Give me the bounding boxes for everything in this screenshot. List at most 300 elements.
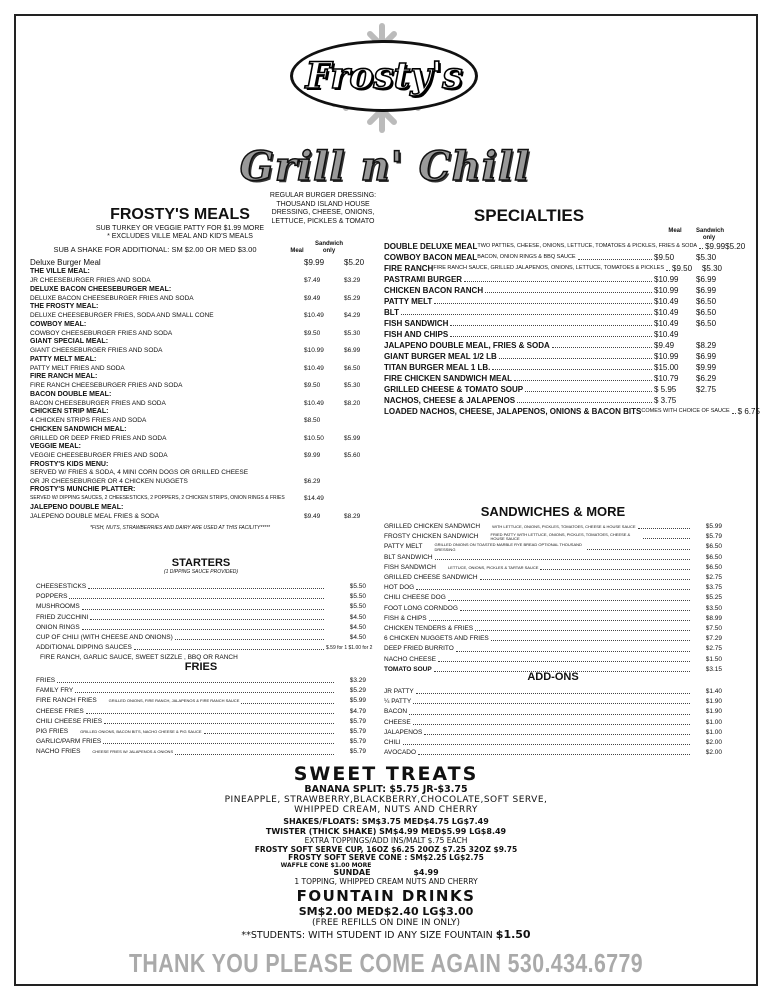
meal-price: $ 5.95 bbox=[654, 385, 677, 394]
sandwich-price: $4.29 bbox=[344, 312, 361, 319]
soft-serve-cone: FROSTY SOFT SERVE CONE : SM$2.25 LG$2.75 bbox=[288, 853, 484, 862]
meal-price: $9.99 bbox=[304, 258, 325, 267]
list-item bbox=[30, 391, 370, 409]
meals-note-1: SUB TURKEY OR VEGGIE PATTY FOR $1.99 MORE bbox=[95, 225, 265, 232]
dot-leader bbox=[175, 747, 334, 754]
meal-title: GIANT SPECIAL MEAL: bbox=[30, 338, 109, 345]
item-name-cell bbox=[384, 340, 654, 351]
dot-leader bbox=[401, 307, 652, 315]
list-item bbox=[384, 614, 722, 624]
dot-leader bbox=[409, 707, 690, 714]
meal-price: $8.50 bbox=[304, 417, 321, 424]
meal-price: $10.49 bbox=[654, 330, 679, 339]
item-price: $1.40 bbox=[705, 688, 722, 695]
dot-leader bbox=[69, 592, 324, 599]
meal-price: $9.49 bbox=[304, 512, 321, 520]
item-price: $6.50 bbox=[705, 563, 722, 571]
item-name: TITAN BURGER MEAL 1 LB. bbox=[384, 363, 491, 372]
flavors-line-1: PINEAPPLE, STRAWBERRY,BLACKBERRY,CHOCOLATE,SOFT SERVE, bbox=[224, 795, 548, 805]
list-item bbox=[30, 373, 370, 391]
item-name-cell bbox=[384, 604, 692, 614]
item-name: PASTRAMI BURGER bbox=[384, 275, 463, 284]
item-price: $2.75 bbox=[705, 645, 722, 653]
item-price: $2.75 bbox=[705, 574, 722, 582]
list-item bbox=[384, 318, 722, 329]
item-name-cell bbox=[384, 738, 692, 748]
item-name: CHICKEN BACON RANCH bbox=[384, 286, 484, 295]
list-item bbox=[384, 553, 722, 563]
dot-leader bbox=[552, 340, 652, 348]
list-item bbox=[36, 582, 366, 592]
item-price: $4.50 bbox=[349, 623, 366, 631]
item-name-cell bbox=[384, 624, 692, 634]
item-name-cell bbox=[36, 737, 336, 747]
item-price: $5.79 bbox=[705, 533, 722, 541]
list-item bbox=[36, 686, 366, 696]
meal-desc: BACON CHEESEBURGER FRIES AND SODA bbox=[30, 399, 166, 407]
list-item bbox=[36, 707, 366, 717]
list-item bbox=[384, 593, 722, 603]
meal-row bbox=[30, 329, 370, 339]
sandwich-price: $3.29 bbox=[344, 277, 361, 284]
item-price: $5.50 bbox=[349, 593, 366, 601]
item-name: FISH SANDWICH bbox=[384, 319, 449, 328]
meal-price: $9.49 bbox=[654, 341, 675, 350]
item-name: GRILLED CHICKEN SANDWICH bbox=[384, 523, 481, 530]
dot-leader bbox=[460, 604, 690, 611]
dot-leader bbox=[517, 395, 652, 403]
waffle-cone: WAFFLE CONE $1.00 MORE bbox=[280, 861, 372, 869]
meal-title: PATTY MELT MEAL: bbox=[30, 355, 97, 363]
list-item bbox=[384, 522, 722, 532]
item-name: JALAPENOS bbox=[384, 728, 423, 736]
list-item bbox=[36, 747, 366, 757]
sandwich-price: $6.99 bbox=[696, 286, 717, 295]
meal-title: CHICKEN SANDWICH MEAL: bbox=[30, 425, 127, 433]
jalepeno-meal bbox=[30, 504, 370, 522]
allergy-note: *FISH, NUTS, STRAWBERRIES AND DAIRY ARE USED AT THIS FACILITY***** bbox=[89, 525, 271, 531]
meal-price: $9.99 bbox=[304, 452, 321, 459]
frostys-logo bbox=[290, 40, 478, 112]
addons-list bbox=[384, 687, 722, 758]
sweet-title: SWEET TREATS bbox=[293, 763, 479, 785]
list-item bbox=[384, 532, 722, 542]
jalepeno-row bbox=[30, 512, 370, 522]
item-name-cell bbox=[384, 707, 692, 717]
munchie-desc: SERVED W/ DIPPING SAUCES, 2 CHEESESTICKS, 2 POPPERS, 2 CHICKEN STRIPS, ONION RINGS & FRIES bbox=[30, 495, 285, 501]
dot-leader bbox=[732, 406, 736, 414]
sandwich-price: $6.99 bbox=[696, 275, 717, 284]
sweet-treats-section bbox=[100, 764, 672, 942]
meal-title: THE FROSTY MEAL: bbox=[30, 303, 99, 310]
sandwich-price: $8.29 bbox=[696, 341, 717, 350]
dot-leader bbox=[82, 602, 324, 609]
thank-you-footer: THANK YOU PLEASE COME AGAIN 530.434.6779 bbox=[128, 948, 644, 978]
dot-leader bbox=[643, 532, 691, 539]
item-note: GRILLED ONIONS ON TOASTED MARBLE RYE BREAD OPTIONAL THOUSAND DRESSING bbox=[434, 542, 582, 552]
sandwich-price: $9.99 bbox=[696, 363, 717, 372]
dot-leader bbox=[418, 748, 690, 755]
meal-price: $10.99 bbox=[304, 347, 324, 354]
meal-price: $7.49 bbox=[304, 277, 321, 284]
dot-leader bbox=[403, 738, 690, 745]
dot-leader bbox=[540, 563, 690, 570]
item-name: BLT bbox=[384, 308, 399, 317]
item-price: $1.00 bbox=[705, 718, 722, 726]
dot-leader bbox=[88, 582, 324, 589]
meals-list bbox=[30, 257, 370, 532]
dot-leader bbox=[416, 687, 690, 694]
item-name: FIRE RANCH bbox=[384, 264, 434, 273]
dot-leader bbox=[492, 362, 652, 370]
munchie-title: FROSTY'S MUNCHIE PLATTER: bbox=[30, 486, 136, 493]
list-item bbox=[384, 274, 722, 285]
item-price: $8.99 bbox=[705, 614, 722, 622]
list-item bbox=[384, 241, 746, 252]
item-price: $6.50 bbox=[705, 543, 722, 551]
munchie-platter bbox=[30, 486, 370, 504]
list-item bbox=[36, 727, 366, 737]
list-item bbox=[36, 717, 366, 727]
item-name: FRIES bbox=[36, 677, 56, 684]
dot-leader bbox=[438, 655, 690, 662]
item-name: DOUBLE DELUXE MEAL bbox=[384, 242, 478, 251]
meal-row bbox=[30, 294, 370, 304]
meal-price: $10.99 bbox=[654, 275, 679, 284]
list-item bbox=[30, 321, 370, 339]
item-name: CHILI bbox=[384, 739, 401, 747]
sundae-desc: 1 TOPPING, WHIPPED CREAM NUTS AND CHERRY bbox=[294, 876, 478, 886]
meal-price: $10.49 bbox=[654, 319, 679, 328]
dot-leader bbox=[86, 707, 334, 714]
burger-dressing-note: REGULAR BURGER DRESSING: THOUSAND ISLAND HOUSE DRESSING, CHEESE, ONIONS, LETTUCE, PICKLES & TOMATO bbox=[269, 192, 377, 225]
item-name: COWBOY BACON MEAL bbox=[384, 253, 478, 262]
item-note: GRILLED ONIONS, FIRE RANCH, JALAPENOS & FIRE RANCH SAUCE bbox=[108, 698, 240, 704]
kids-title: FROSTY'S KIDS MENU: bbox=[30, 460, 109, 468]
meal-price: $10.79 bbox=[654, 374, 679, 383]
list-item bbox=[36, 696, 366, 706]
item-name-cell bbox=[384, 573, 692, 583]
item-price: $5.50 bbox=[349, 603, 366, 611]
student-offer bbox=[100, 929, 672, 942]
item-price: $5.79 bbox=[349, 748, 366, 756]
meals-title: FROSTY'S MEALS bbox=[110, 206, 250, 223]
meal-price: $10.50 bbox=[304, 434, 324, 442]
list-item bbox=[384, 351, 722, 362]
item-name: TOMATO SOUP bbox=[384, 665, 432, 673]
list-item bbox=[30, 426, 370, 444]
dot-leader bbox=[204, 727, 334, 734]
list-item bbox=[384, 542, 722, 552]
item-name-cell bbox=[36, 613, 326, 623]
item-name-cell bbox=[36, 686, 336, 696]
item-name-cell bbox=[36, 633, 326, 643]
dot-leader bbox=[429, 614, 690, 621]
munchie-row bbox=[30, 494, 370, 504]
dot-leader bbox=[699, 241, 703, 249]
meal-desc: 4 CHICKEN STRIPS FRIES AND SODA bbox=[30, 417, 147, 424]
frostys-meals-section bbox=[30, 206, 370, 532]
item-name: CHEESESTICKS bbox=[36, 583, 87, 590]
fries-list bbox=[36, 676, 366, 758]
item-note: LETTUCE, ONIONS, PICKLES & TARTAR SAUCE bbox=[448, 564, 539, 570]
item-name-cell bbox=[384, 522, 692, 532]
item-price: $5.79 bbox=[349, 728, 366, 736]
list-item bbox=[36, 602, 366, 612]
meal-row bbox=[30, 451, 370, 461]
item-name-cell bbox=[384, 553, 692, 563]
sandwich-price bbox=[344, 477, 370, 487]
list-item bbox=[384, 655, 722, 665]
kids-row bbox=[30, 477, 370, 487]
item-note: GRILLED ONIONS, BACON BITS, NACHO CHEESE & PIG SAUCE bbox=[80, 728, 202, 734]
item-price: $.59 for 1 $1.00 for 2 bbox=[326, 645, 373, 652]
meal-desc: PATTY MELT FRIES AND SODA bbox=[30, 364, 125, 372]
item-name-cell bbox=[384, 307, 654, 318]
meal-title: FIRE RANCH MEAL: bbox=[30, 373, 98, 380]
flavors-line-2: WHIPPED CREAM, NUTS AND CHERRY bbox=[294, 805, 478, 815]
meal-desc: COWBOY CHEESEBURGER FRIES AND SODA bbox=[30, 329, 173, 337]
item-name-cell bbox=[384, 395, 654, 406]
sandwich-price: $5.30 bbox=[701, 264, 722, 273]
item-price: $4.50 bbox=[349, 634, 366, 642]
sandwiches-list bbox=[384, 522, 722, 675]
dot-leader bbox=[435, 553, 690, 560]
list-item bbox=[384, 384, 722, 395]
item-name-cell bbox=[384, 748, 692, 758]
list-item bbox=[30, 408, 370, 426]
item-name: FISH & CHIPS bbox=[384, 614, 427, 622]
item-name: FAMILY FRY bbox=[36, 687, 74, 695]
sundae-price: $4.99 bbox=[413, 868, 439, 877]
item-name: DEEP FRIED BURRITO bbox=[384, 645, 454, 653]
item-name-cell bbox=[384, 362, 654, 373]
kids-price: $6.29 bbox=[304, 477, 321, 485]
jalepeno-title: JALEPENO DOUBLE MEAL: bbox=[30, 503, 124, 511]
sandwich-price: $5.30 bbox=[344, 382, 361, 389]
meal-column-header: Meal bbox=[290, 247, 304, 254]
item-price: $1.90 bbox=[705, 698, 722, 706]
meals-note-2: * EXCLUDES VILLE MEAL AND KID'S MEALS bbox=[107, 233, 253, 240]
dot-leader bbox=[525, 384, 652, 392]
dot-leader bbox=[103, 737, 334, 744]
item-name: ONION RINGS bbox=[36, 623, 80, 631]
dot-leader bbox=[450, 329, 652, 337]
sauce-options-text: FIRE RANCH, GARLIC SAUCE, SWEET SIZZLE , BBQ OR RANCH bbox=[40, 654, 238, 662]
sandwich-price bbox=[344, 494, 370, 504]
starters-list bbox=[36, 582, 373, 653]
list-item bbox=[384, 362, 722, 373]
list-item bbox=[36, 643, 373, 653]
list-item bbox=[384, 263, 722, 274]
item-name-cell bbox=[384, 687, 692, 697]
item-name-cell bbox=[384, 406, 738, 417]
item-name: NACHOS, CHEESE & JALAPENOS bbox=[384, 396, 516, 405]
kids-desc-2: OR JR CHEESEBURGER OR 4 CHICKEN NUGGETS bbox=[30, 477, 188, 485]
sandwich-price: $6.50 bbox=[696, 297, 717, 306]
sandwich-price: $5.60 bbox=[344, 452, 361, 459]
list-item bbox=[384, 285, 722, 296]
fountain-title: FOUNTAIN DRINKS bbox=[296, 887, 476, 905]
list-item bbox=[30, 338, 370, 356]
sandwiches-section bbox=[384, 504, 722, 675]
dot-leader bbox=[82, 623, 324, 630]
meal-row bbox=[30, 399, 370, 409]
item-name-cell bbox=[384, 655, 692, 665]
dot-leader bbox=[485, 285, 652, 293]
item-name: CUP OF CHILI (WITH CHEESE AND ONIONS) bbox=[36, 634, 173, 642]
sandwich-price: $5.29 bbox=[344, 294, 361, 302]
sandwich-price: $8.20 bbox=[344, 399, 361, 407]
kids-desc-1: SERVED W/ FRIES & SODA, 4 MINI CORN DOGS OR GRILLED CHEESE bbox=[30, 468, 249, 476]
dot-leader bbox=[480, 573, 690, 580]
meal-desc: GIANT CHEESEBURGER FRIES AND SODA bbox=[30, 347, 163, 354]
dot-leader bbox=[587, 542, 690, 549]
meal-price: $15.00 bbox=[654, 363, 679, 372]
meal-price: $9.50 bbox=[304, 382, 321, 389]
item-price: $1.50 bbox=[705, 655, 722, 663]
item-name-cell bbox=[384, 384, 654, 395]
list-item bbox=[384, 697, 722, 707]
sandwich-price: $5.30 bbox=[344, 329, 361, 337]
item-name: PATTY MELT bbox=[384, 297, 433, 306]
item-description: COMES WITH CHOICE OF SAUCE bbox=[641, 408, 730, 414]
banana-split: BANANA SPLIT: $5.75 JR-$3.75 bbox=[304, 784, 468, 795]
item-name-cell bbox=[384, 351, 654, 362]
item-name-cell bbox=[384, 285, 654, 296]
meal-row bbox=[30, 416, 370, 426]
item-name-cell bbox=[36, 717, 336, 727]
meal-row bbox=[30, 346, 370, 356]
meal-title: COWBOY MEAL: bbox=[30, 320, 87, 328]
specialties-section bbox=[384, 206, 760, 417]
item-name: ¼ PATTY bbox=[384, 698, 412, 706]
specialties-title: SPECIALTIES bbox=[473, 206, 585, 225]
item-name-cell bbox=[384, 373, 654, 384]
item-name: ADDITIONAL DIPPING SAUCES bbox=[36, 644, 132, 652]
item-price: $7.29 bbox=[705, 635, 722, 643]
list-item bbox=[384, 604, 722, 614]
item-price: $3.75 bbox=[705, 584, 722, 592]
item-price: $3.29 bbox=[349, 677, 366, 684]
item-name: JR PATTY bbox=[384, 688, 414, 695]
item-name-cell bbox=[384, 644, 692, 654]
dot-leader bbox=[638, 522, 690, 529]
item-name-cell bbox=[36, 727, 336, 737]
dot-leader bbox=[491, 634, 690, 641]
item-name-cell bbox=[36, 676, 336, 686]
item-price: $5.79 bbox=[349, 738, 366, 746]
item-name-cell bbox=[384, 532, 692, 542]
dot-leader bbox=[134, 643, 324, 650]
kids-menu bbox=[30, 461, 370, 487]
meal-price: $10.99 bbox=[654, 286, 679, 295]
list-item bbox=[384, 738, 722, 748]
item-name: AVOCADO bbox=[384, 749, 417, 757]
list-item bbox=[36, 592, 366, 602]
student-offer-price: $1.50 bbox=[495, 928, 531, 941]
item-name: PATTY MELT bbox=[384, 543, 423, 551]
item-name-cell bbox=[36, 707, 336, 717]
list-item bbox=[384, 395, 722, 406]
item-name-cell bbox=[384, 728, 692, 738]
item-name: GRILLED CHEESE & TOMATO SOUP bbox=[384, 385, 524, 394]
sandwich-price: $5.30 bbox=[696, 253, 717, 262]
item-note: WITH LETTUCE, ONIONS, PICKLES, TOMATOES, CHEESE & HOUSE SAUCE bbox=[492, 523, 636, 529]
shakes-prices: SHAKES/FLOATS: SM$3.75 MED$4.75 LG$7.49 bbox=[283, 817, 489, 826]
meal-price: $9.50 bbox=[672, 264, 693, 273]
dot-leader bbox=[57, 676, 334, 683]
specialties-list bbox=[384, 241, 760, 417]
item-name: FROSTY CHICKEN SANDWICH bbox=[384, 533, 479, 541]
item-name-cell bbox=[36, 696, 336, 706]
meal-name: Deluxe Burger Meal bbox=[30, 258, 101, 267]
item-name-cell bbox=[384, 634, 692, 644]
dot-leader bbox=[514, 373, 652, 381]
item-price: $5.99 bbox=[705, 523, 722, 530]
meal-desc: FIRE RANCH CHEESEBURGER FRIES AND SODA bbox=[30, 382, 183, 389]
sandwich-price: $6.50 bbox=[344, 364, 361, 372]
dot-leader bbox=[424, 728, 690, 735]
meal-price: $ 3.75 bbox=[654, 396, 677, 405]
meal-title: VEGGIE MEAL: bbox=[30, 443, 81, 450]
starters-subtitle: (1 DIPPING SAUCE PROVIDED) bbox=[163, 569, 239, 575]
item-name-cell bbox=[384, 263, 672, 274]
item-price: $3.15 bbox=[705, 665, 722, 673]
addons-section bbox=[384, 671, 722, 758]
item-name-cell bbox=[384, 296, 654, 307]
item-name: BACON bbox=[384, 708, 408, 716]
dot-leader bbox=[434, 296, 652, 304]
dot-leader bbox=[75, 686, 334, 693]
item-name: CHEESE FRIES bbox=[36, 707, 84, 715]
list-item bbox=[384, 307, 722, 318]
list-item bbox=[30, 356, 370, 374]
starters-section bbox=[36, 557, 373, 663]
list-item bbox=[36, 623, 366, 633]
meal-row bbox=[30, 276, 370, 286]
meal-title: CHICKEN STRIP MEAL: bbox=[30, 408, 109, 415]
sandwich-price: $5.20 bbox=[344, 258, 365, 267]
list-item bbox=[36, 737, 366, 747]
list-item bbox=[36, 676, 366, 686]
list-item bbox=[30, 443, 370, 461]
item-description: BACON, ONION RINGS & BBQ SAUCE bbox=[477, 254, 576, 260]
list-item bbox=[384, 748, 722, 758]
meal-price: $9.49 bbox=[304, 294, 321, 302]
item-price: $5.50 bbox=[349, 583, 366, 590]
item-name: FIRE RANCH FRIES bbox=[36, 697, 97, 705]
item-name-cell bbox=[384, 697, 692, 707]
sandwich-column-header: Sandwich only bbox=[314, 241, 343, 254]
item-name: CHILI CHEESE FRIES bbox=[36, 717, 103, 725]
item-name: FIRE CHICKEN SANDWICH MEAL bbox=[384, 374, 512, 383]
item-name-cell bbox=[384, 718, 692, 728]
item-name: FOOT LONG CORNDOG bbox=[384, 604, 458, 612]
item-name-cell bbox=[384, 241, 705, 252]
sundae-label: SUNDAE bbox=[333, 868, 371, 877]
meal-row bbox=[30, 381, 370, 391]
student-offer-text: **STUDENTS: WITH STUDENT ID ANY SIZE FOUNTAIN bbox=[241, 930, 493, 941]
meal-price: $9.50 bbox=[654, 253, 675, 262]
item-name-cell bbox=[384, 252, 654, 263]
list-item bbox=[30, 268, 370, 286]
dot-leader bbox=[499, 351, 652, 359]
item-price: $5.25 bbox=[705, 594, 722, 602]
list-item bbox=[384, 563, 722, 573]
item-price: $2.00 bbox=[705, 739, 722, 747]
meal-price: $10.49 bbox=[304, 364, 324, 372]
